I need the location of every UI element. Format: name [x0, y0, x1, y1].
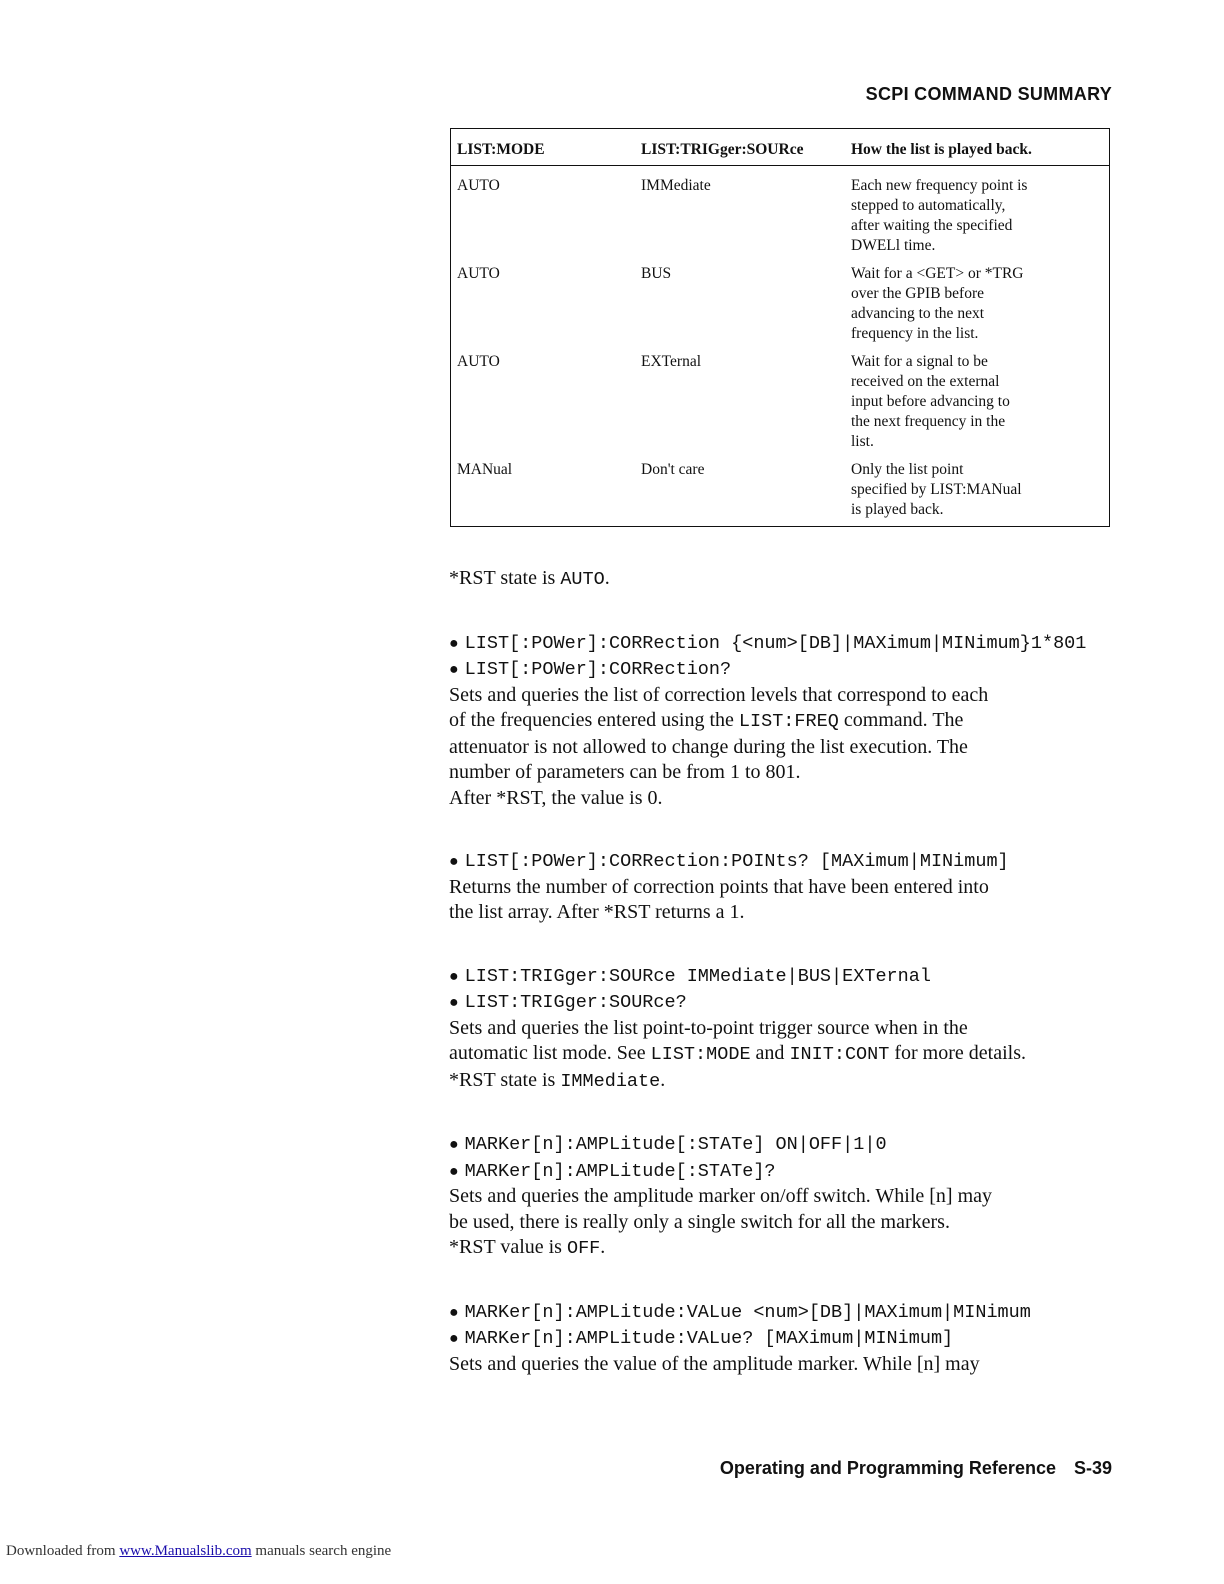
description-line	[449, 1068, 1129, 1095]
description-line: Wait for a <GET> or *TRG	[851, 265, 1024, 282]
bullet-icon: ●	[449, 634, 459, 652]
description-line: list.	[851, 433, 874, 450]
command-section	[449, 848, 1129, 926]
inline-command: LIST:FREQ	[738, 711, 839, 732]
table-header-row	[451, 129, 1110, 166]
table-row	[451, 352, 1110, 460]
description-line	[449, 735, 1129, 761]
cell-list-mode: MANual	[457, 461, 513, 478]
cell-trigger-source: IMMediate	[641, 177, 711, 194]
text-segment: command. The	[838, 709, 964, 731]
bullet-icon: ●	[449, 967, 459, 985]
bullet-icon: ●	[449, 853, 459, 870]
description-line: over the GPIB before	[851, 285, 984, 302]
list-mode-table	[450, 128, 1110, 527]
cell-list-mode: AUTO	[457, 265, 500, 282]
description-line: Wait for a signal to be	[851, 353, 988, 370]
command-line	[449, 963, 1129, 990]
text-segment: number of parameters can be from 1 to 801.	[449, 761, 801, 783]
cell-playback-description	[845, 264, 1110, 352]
command-line	[449, 1131, 1129, 1158]
description-line	[449, 1016, 1129, 1042]
description-line: is played back.	[851, 501, 944, 518]
cell-playback-description	[845, 352, 1110, 460]
inline-command: LIST:MODE	[650, 1044, 751, 1065]
inline-command: IMMediate	[560, 1070, 661, 1092]
command-section	[449, 630, 1129, 812]
command-line	[449, 1325, 1129, 1352]
command-sections	[449, 630, 1129, 1378]
bullet-icon: ●	[449, 1136, 459, 1153]
page-footer	[720, 1458, 1112, 1479]
rst-state-note: *RST state is AUTO.	[449, 567, 610, 590]
command-line	[449, 656, 1129, 683]
cell-trigger-source: Don't care	[641, 461, 705, 478]
description-line	[449, 1235, 1129, 1262]
description-line	[449, 683, 1129, 709]
text-segment: attenuator is not allowed to change during the list execution. The	[449, 735, 968, 758]
table-row	[451, 166, 1110, 265]
cell-trigger-source: EXTernal	[641, 353, 702, 370]
footer-title: Operating and Programming Reference	[719, 1458, 1056, 1478]
table-header-playback: How the list is played back.	[845, 129, 1110, 166]
bullet-icon: ●	[449, 994, 459, 1011]
description-line: stepped to automatically,	[851, 197, 1006, 214]
description-line: after waiting the specified	[851, 217, 1013, 234]
command-syntax: MARKer[n]:AMPLitude:VALue? [MAXimum|MINimum]	[464, 1328, 954, 1349]
body-text	[449, 566, 1129, 1377]
description-line	[449, 900, 1129, 926]
text-segment: .	[660, 1068, 666, 1091]
bullet-icon: ●	[449, 1330, 459, 1347]
description-line: input before advancing to	[851, 393, 1010, 410]
text-segment: *RST state is	[449, 1068, 561, 1091]
text-segment: for more details.	[889, 1042, 1026, 1064]
command-section	[449, 963, 1129, 1095]
description-line: DWELl time.	[851, 237, 936, 254]
table-row	[451, 264, 1110, 352]
description-line: frequency in the list.	[851, 325, 979, 342]
command-line	[449, 1158, 1129, 1185]
text-segment: and	[750, 1042, 790, 1064]
command-line	[449, 989, 1129, 1016]
download-note: Downloaded from www.Manualslib.com manuals search engine	[6, 1543, 392, 1559]
text-segment: be used, there is really only a single switch for all the markers.	[449, 1210, 950, 1233]
text-segment: Sets and queries the amplitude marker on/off switch. While [n] may	[449, 1185, 993, 1207]
text-segment: the list array. After *RST returns a 1.	[449, 901, 745, 923]
description-line: specified by LIST:MANual	[851, 481, 1022, 498]
description-line	[449, 1184, 1129, 1210]
text-segment: .	[600, 1236, 606, 1258]
text-segment: of the frequencies entered using the	[449, 709, 739, 731]
description-line	[449, 875, 1129, 901]
text-segment: Sets and queries the value of the amplitude marker. While [n] may	[449, 1352, 980, 1375]
description-line: the next frequency in the	[851, 413, 1006, 430]
description-line: advancing to the next	[851, 305, 984, 322]
command-syntax: LIST:TRIGger:SOURce IMMediate|BUS|EXTernal	[464, 965, 931, 987]
bullet-icon: ●	[449, 1162, 459, 1180]
command-section	[449, 1131, 1129, 1262]
text-segment: automatic list mode. See	[449, 1042, 651, 1064]
table-row	[451, 460, 1110, 527]
cell-trigger-source: BUS	[641, 265, 672, 282]
description-line: Only the list point	[851, 461, 964, 478]
inline-command: OFF	[566, 1238, 601, 1259]
cell-playback-description	[845, 166, 1110, 265]
cell-list-mode: AUTO	[457, 177, 500, 194]
command-syntax: LIST[:POWer]:CORRection?	[464, 659, 732, 680]
command-syntax: MARKer[n]:AMPLitude:VALue <num>[DB]|MAXimum|MINimum	[464, 1301, 1031, 1323]
description-line	[449, 786, 1129, 812]
text-segment: Sets and queries the list of correction levels that correspond to each	[449, 683, 989, 706]
command-syntax: MARKer[n]:AMPLitude[:STATe]?	[464, 1160, 776, 1182]
text-segment: Sets and queries the list point-to-point trigger source when in the	[449, 1016, 968, 1039]
description-line: Each new frequency point is	[851, 177, 1028, 194]
text-segment: After *RST, the value is 0.	[449, 786, 663, 809]
bullet-icon: ●	[449, 1303, 459, 1321]
rst-state-value: AUTO	[560, 569, 605, 590]
command-syntax: LIST:TRIGger:SOURce?	[464, 992, 687, 1013]
command-line	[449, 848, 1129, 875]
table-header-source: LIST:TRIGger:SOURce	[635, 129, 845, 166]
cell-list-mode: AUTO	[457, 353, 500, 370]
bullet-icon: ●	[449, 661, 459, 678]
description-line	[449, 760, 1129, 786]
description-line	[449, 1041, 1129, 1068]
text-segment: *RST value is	[449, 1236, 567, 1258]
command-line	[449, 630, 1129, 657]
page-number: S-39	[1073, 1458, 1112, 1478]
description-line	[449, 708, 1129, 735]
description-line	[449, 1352, 1129, 1378]
page-header-title: SCPI COMMAND SUMMARY	[865, 84, 1112, 104]
description-line	[449, 1210, 1129, 1236]
inline-command: INIT:CONT	[789, 1044, 890, 1065]
command-section	[449, 1299, 1129, 1378]
table-header-mode: LIST:MODE	[451, 129, 636, 166]
command-syntax: LIST[:POWer]:CORRection:POINts? [MAXimum|MINimum]	[464, 851, 1009, 872]
command-line	[449, 1299, 1129, 1326]
text-segment: Returns the number of correction points that have been entered into	[449, 875, 989, 898]
cell-playback-description	[845, 460, 1110, 527]
command-syntax: LIST[:POWer]:CORRection {<num>[DB]|MAXimum|MINimum}1*801	[464, 632, 1087, 654]
command-syntax: MARKer[n]:AMPLitude[:STATe] ON|OFF|1|0	[464, 1134, 887, 1155]
description-line: received on the external	[851, 373, 1000, 390]
manualslib-link[interactable]: www.Manualslib.com	[119, 1543, 252, 1559]
